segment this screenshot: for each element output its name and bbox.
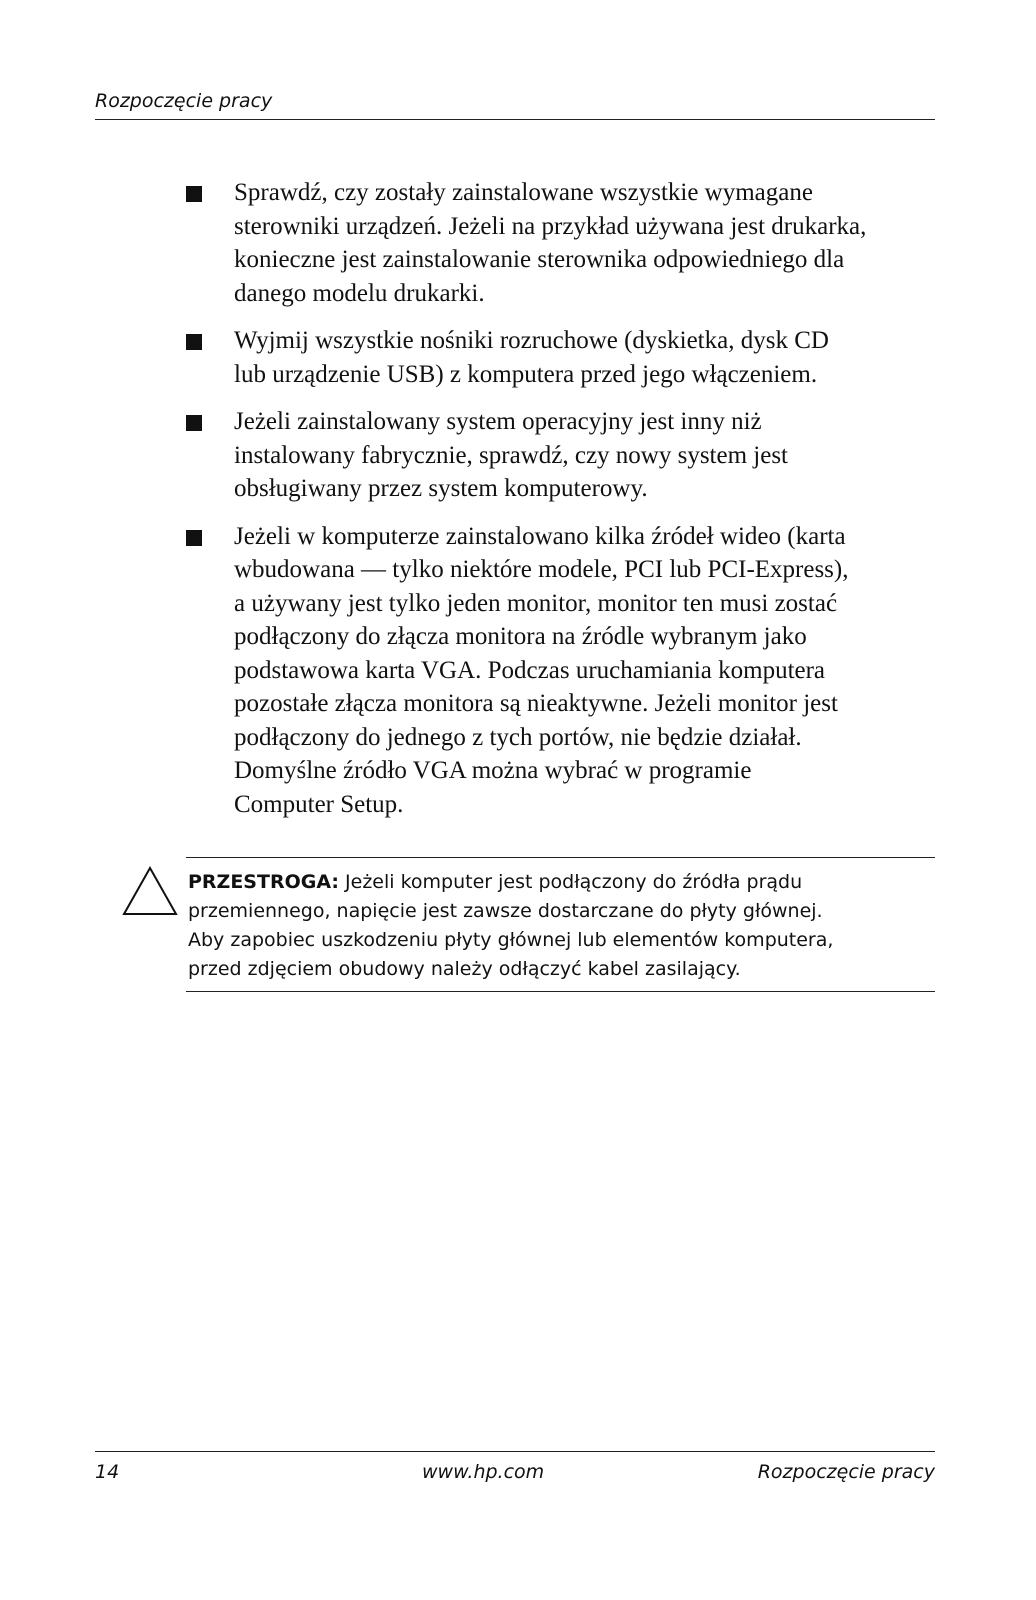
square-bullet-icon (186, 530, 202, 546)
footer-section-title: Rozpoczęcie pracy (757, 1461, 935, 1483)
caution-note (188, 868, 938, 984)
caution-text: Jeżeli komputer jest podłączony do źródła prądu przemiennego, napięcie jest zawsze dostarczane do płyty głównej. Aby zapobiec uszkodzeniu płyty głównej lub elementów komputera, przed zdjęciem obudowy należy odłączyć kabel zasilający. (188, 871, 834, 980)
running-header: Rozpoczęcie pracy (95, 90, 273, 112)
list-item (186, 405, 946, 506)
square-bullet-icon (186, 186, 202, 202)
page-number: 14 (95, 1461, 120, 1483)
caution-triangle-icon (122, 866, 178, 916)
bullet-list (186, 176, 946, 835)
square-bullet-icon (186, 415, 202, 431)
page-footer (95, 1458, 935, 1486)
list-item (186, 176, 946, 310)
bullet-text: Jeżeli w komputerze zainstalowano kilka źródeł wideo (karta wbudowana — tylko niektóre modele, PCI lub PCI-Express), a używany jest tylko jeden monitor, monitor ten musi zostać podłączony do złącza monitora na źródle wybranym jako podstawowa karta VGA. Podczas uruchamiania komputera pozostałe złącza monitora są nieaktywne. Jeżeli monitor jest podłączony do jednego z tych portów, nie będzie działał. Domyślne źródło VGA można wybrać w programie Computer Setup. (234, 522, 849, 818)
caution-bottom-rule (186, 991, 935, 992)
bullet-text: Sprawdź, czy zostały zainstalowane wszystkie wymagane sterowniki urządzeń. Jeżeli na przykład używana jest drukarka, konieczne jest zainstalowanie sterownika odpowiedniego dla danego modelu drukarki. (234, 179, 867, 307)
bullet-text: Wyjmij wszystkie nośniki rozruchowe (dyskietka, dysk CD lub urządzenie USB) z komputera przed jego włączeniem. (234, 327, 829, 388)
caution-top-rule (186, 857, 935, 858)
caution-label: PRZESTROGA: (188, 871, 339, 893)
footer-rule (95, 1451, 935, 1452)
square-bullet-icon (186, 334, 202, 350)
header-rule (95, 119, 935, 120)
footer-url: www.hp.com (422, 1461, 545, 1483)
bullet-text: Jeżeli zainstalowany system operacyjny jest inny niż instalowany fabrycznie, sprawdź, czy nowy system jest obsługiwany przez system komputerowy. (234, 408, 789, 502)
list-item (186, 324, 946, 391)
list-item (186, 520, 946, 822)
